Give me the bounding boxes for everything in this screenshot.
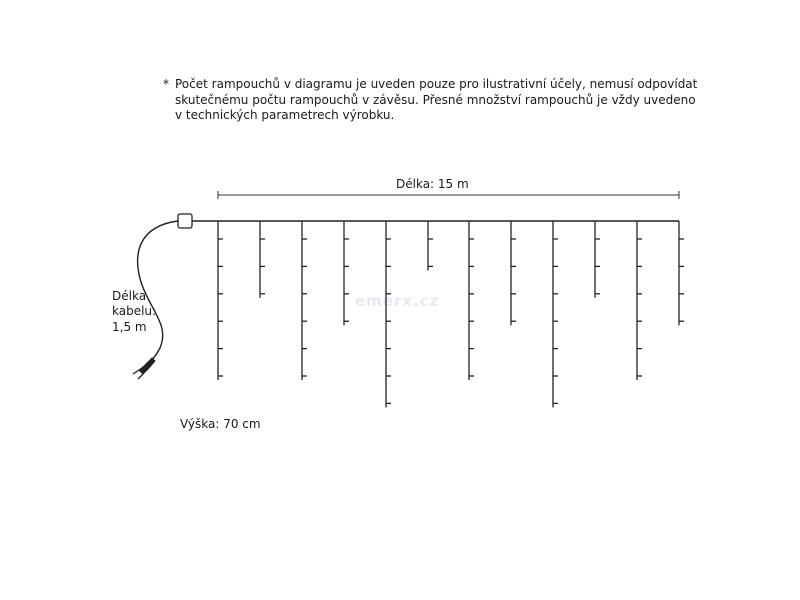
watermark: emerx.cz <box>355 292 440 310</box>
length-label: Délka: 15 m <box>396 177 469 191</box>
cable-label-line-3: 1,5 m <box>112 320 147 334</box>
cable-label-line-2: kabelu: <box>112 304 157 318</box>
height-label: Výška: 70 cm <box>180 417 261 431</box>
asterisk: * <box>163 77 169 91</box>
disclaimer-line-2: skutečnému počtu rampouchů v závěsu. Přesné množství rampouchů je vždy uvedeno <box>175 92 696 107</box>
plug-icon <box>133 358 155 379</box>
controller-box <box>178 214 192 228</box>
disclaimer-line-1: Počet rampouchů v diagramu je uveden pouze pro ilustrativní účely, nemusí odpovídat <box>175 77 698 91</box>
icicle-strands <box>218 221 684 407</box>
disclaimer-line-3: v technických parametrech výrobku. <box>175 108 395 122</box>
length-dimension <box>218 191 679 199</box>
cable-label-line-1: Délka <box>112 289 147 303</box>
